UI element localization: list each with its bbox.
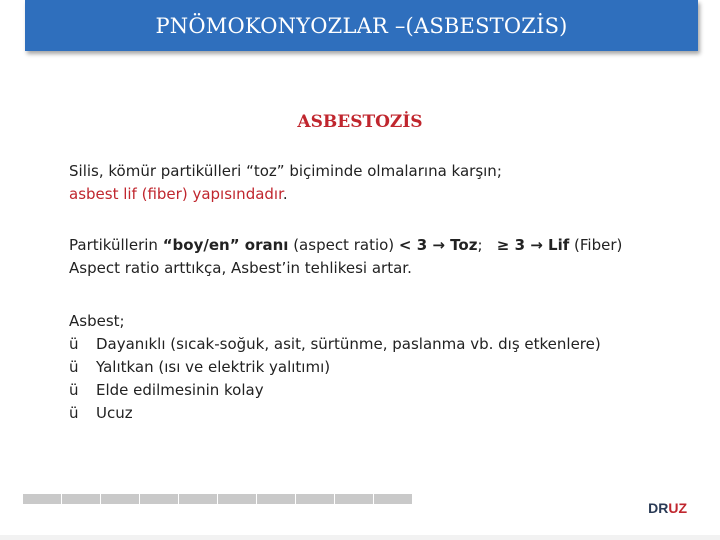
list-item: [69, 379, 601, 402]
asbest-heading: Asbest;: [69, 312, 125, 330]
progress-segment: [296, 494, 334, 504]
list-item-text: Elde edilmesinin kolay: [96, 381, 264, 399]
progress-segment: [62, 494, 100, 504]
brand-dr: DR: [648, 500, 669, 516]
period: .: [282, 185, 288, 203]
paragraph-aspect-ratio: [69, 234, 622, 280]
asbest-fiber-text: asbest lif (fiber) yapısındadır: [69, 185, 283, 203]
paragraph-asbest-properties: [69, 310, 601, 425]
text-span: (aspect ratio): [288, 236, 399, 254]
slide-subtitle: ASBESTOZİS: [297, 112, 423, 132]
progress-segment: [218, 494, 256, 504]
progress-segment: [374, 494, 412, 504]
lif-rule: ≥ 3 → Lif: [496, 236, 570, 254]
text-span: Partiküllerin: [69, 236, 163, 254]
ratio-term: “boy/en” oranı: [162, 236, 289, 254]
check-icon: ü: [69, 381, 79, 399]
list-item: [69, 333, 601, 356]
slide-title: PNÖMOKONYOZLAR –(ASBESTOZİS): [155, 13, 568, 38]
brand-uz: UZ: [668, 500, 687, 516]
check-icon: ü: [69, 358, 79, 376]
list-item: [69, 356, 601, 379]
progress-segment: [101, 494, 139, 504]
list-item-text: Ucuz: [96, 404, 133, 422]
property-list: [69, 333, 601, 425]
slide-progress-bar: [23, 494, 412, 504]
footer-divider: [0, 535, 720, 540]
text-span: ;: [477, 236, 497, 254]
list-item: [69, 402, 601, 425]
progress-segment: [179, 494, 217, 504]
paragraph-silis-line1: Silis, kömür partikülleri “toz” biçiminde olmalarına karşın;: [69, 162, 502, 180]
progress-segment: [257, 494, 295, 504]
list-item-text: Yalıtkan (ısı ve elektrik yalıtımı): [96, 358, 331, 376]
check-icon: ü: [69, 335, 79, 353]
text-span: (Fiber): [569, 236, 623, 254]
aspect-ratio-line1: [69, 234, 622, 257]
brand-logo: [648, 500, 687, 516]
list-item-text: Dayanıklı (sıcak-soğuk, asit, sürtünme, paslanma vb. dış etkenlere): [96, 335, 601, 353]
title-bar: [25, 0, 698, 51]
paragraph-silis: [69, 160, 502, 206]
aspect-ratio-line2: Aspect ratio arttıkça, Asbest’in tehlikesi artar.: [69, 259, 412, 277]
check-icon: ü: [69, 404, 79, 422]
progress-segment: [140, 494, 178, 504]
progress-segment: [23, 494, 61, 504]
progress-segment: [335, 494, 373, 504]
toz-rule: < 3 → Toz: [398, 236, 478, 254]
paragraph-silis-line2: [69, 183, 502, 206]
